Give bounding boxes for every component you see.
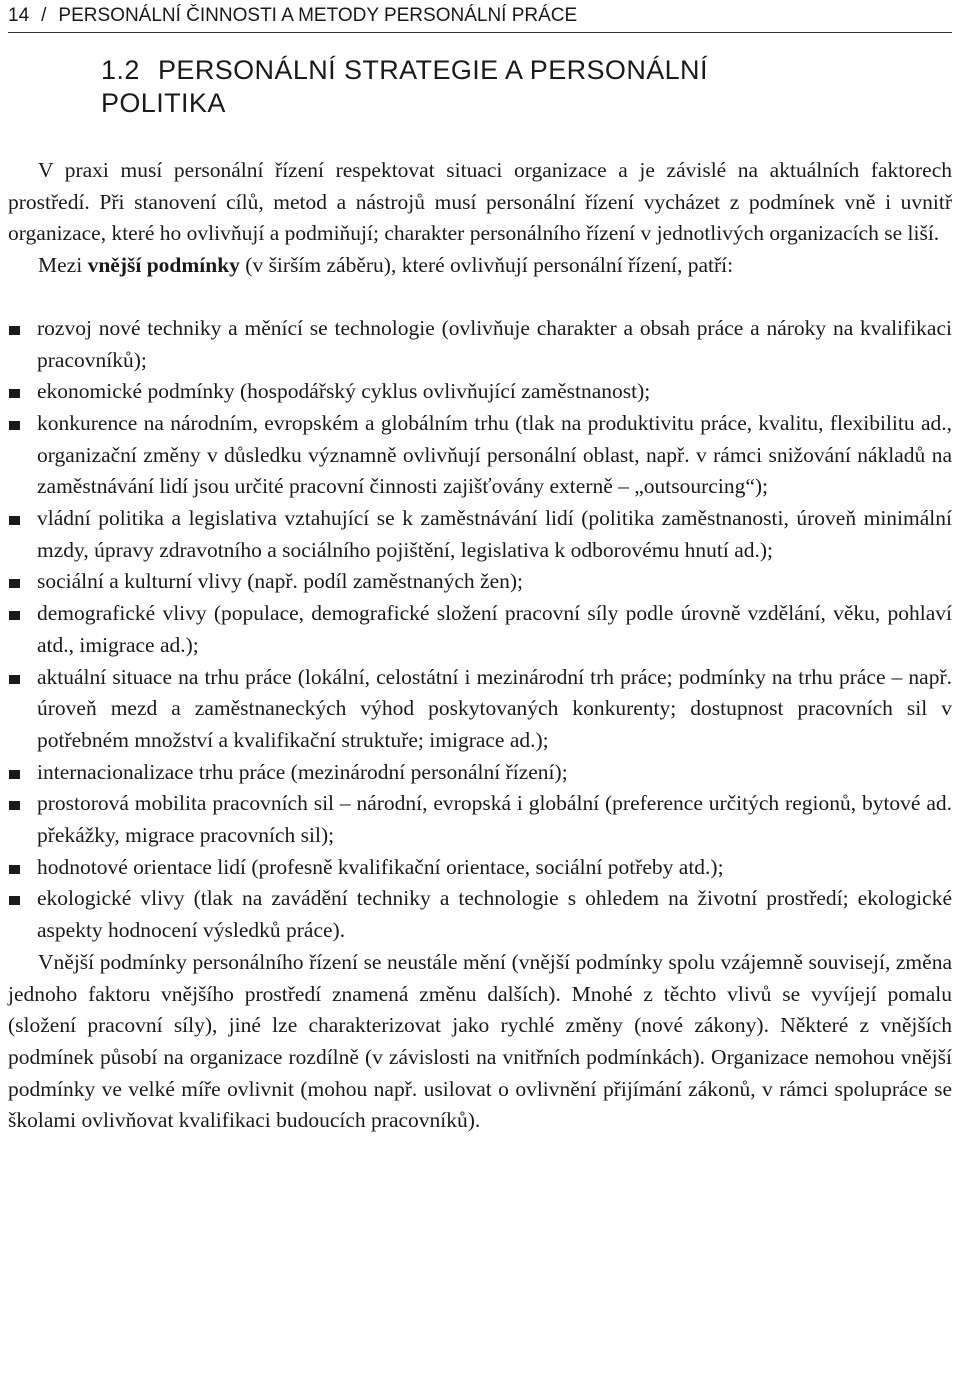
list-item-text: vládní politika a legislativa vztahující se k zaměstnávání lidí (politika zaměstnanosti, úroveň minimální mzdy, úpravy zdravotního a sociálního pojištění, legislativa k odborovému hnutí ad.); <box>37 506 952 562</box>
list-item <box>8 376 952 408</box>
external-conditions-term: vnější podmínky <box>87 253 240 278</box>
list-item <box>8 503 952 566</box>
square-bullet-icon <box>9 389 20 398</box>
square-bullet-icon <box>9 611 20 620</box>
square-bullet-icon <box>9 865 20 874</box>
external-conditions-paragraph <box>8 250 952 282</box>
list-item-text: hodnotové orientace lidí (profesně kvalifikační orientace, sociální potřeby atd.); <box>37 854 724 879</box>
list-item-text: aktuální situace na trhu práce (lokální, celostátní i mezinárodní trh práce; podmínky na trhu práce – např. úroveň mezd a zaměstnaneckých výhod poskytovaných konkurenty; dostupnost pracovních sil v potřebném množství a kvalifikační struktuře; imigrace ad.); <box>37 664 952 752</box>
list-item <box>8 408 952 503</box>
para2-before: Mezi <box>38 253 88 278</box>
intro-paragraph: V praxi musí personální řízení respektovat situaci organizace a je závislé na aktuálních faktorech prostředí. Při stanovení cílů, metod a nástrojů musí personální řízení vycházet z podmínek vně i uvnitř organizace, které ho ovlivňují a podmiňují; charakter personálního řízení v jednotlivých organizacích se liší. <box>8 158 952 246</box>
running-header <box>8 4 952 33</box>
square-bullet-icon <box>9 801 20 810</box>
square-bullet-icon <box>9 421 20 430</box>
list-item-text: prostorová mobilita pracovních sil – národní, evropská i globální (preference určitých regionů, bytové ad. překážky, migrace pracovních sil); <box>37 791 952 848</box>
list-item <box>8 662 952 757</box>
list-item-text: internacionalizace trhu práce (mezinárodní personální řízení); <box>37 759 568 784</box>
square-bullet-icon <box>9 896 20 905</box>
closing-paragraph: Vnější podmínky personálního řízení se neustále mění (vnější podmínky spolu vzájemně souvisejí, změna jednoho faktoru vnějšího prostředí znamená změnu dalších). Mnohé z těchto vlivů se vyvíjejí pomalu (složení pracovní síly), jiné lze charakterizovat jako rychlé změny (nové zákony). Některé z vnějších podmínek působí na organizace rozdílně (v závislosti na vnitřních podmínkách). Organizace nemohou vnější podmínky ve velké míře ovlivnit (mohou např. usilovat o ovlivnění přijímání zákonů, v rámci spolupráce se školami ovlivňovat kvalifikaci budoucích pracovníků). <box>8 949 952 1133</box>
square-bullet-icon <box>9 326 20 335</box>
list-item <box>8 598 952 661</box>
list-item <box>8 883 952 946</box>
section-heading <box>101 54 941 120</box>
list-item-text: rozvoj nové techniky a měnící se technologie (ovlivňuje charakter a obsah práce a nároky na kvalifikaci pracovníků); <box>37 315 952 372</box>
list-item-text: konkurence na národním, evropském a globálním trhu (tlak na produktivitu práce, kvalitu, flexibilitu ad., organizační změny v důsledku významně ovlivňují personální oblast, např. v rámci snižování nákladů na zaměstnávání lidí jsou určité pracovní činnosti zajišťovány externě – „outsourcing“); <box>37 410 952 499</box>
section-number: 1.2 <box>101 55 140 85</box>
square-bullet-icon <box>9 675 20 684</box>
section-title-line1: PERSONÁLNÍ STRATEGIE A PERSONÁLNÍ <box>158 55 708 85</box>
para2-after: (v širším záběru), které ovlivňují personální řízení, patří: <box>239 253 734 278</box>
body-text <box>8 155 952 1137</box>
list-item <box>8 757 952 789</box>
external-conditions-list <box>8 313 952 947</box>
header-separator: / <box>41 5 47 26</box>
list-item-text: demografické vlivy (populace, demografické složení pracovní síly podle úrovně vzdělání, věku, pohlaví atd., imigrace ad.); <box>37 601 952 657</box>
page-number: 14 <box>8 5 30 26</box>
square-bullet-icon <box>9 516 20 525</box>
running-title: PERSONÁLNÍ ČINNOSTI A METODY PERSONÁLNÍ PRÁCE <box>58 5 578 26</box>
list-item <box>8 313 952 376</box>
square-bullet-icon <box>9 770 20 779</box>
section-title-line2: POLITIKA <box>101 88 226 118</box>
list-item <box>8 852 952 884</box>
list-item <box>8 566 952 598</box>
square-bullet-icon <box>9 579 20 588</box>
list-item-text: ekonomické podmínky (hospodářský cyklus ovlivňující zaměstnanost); <box>37 379 651 404</box>
list-item-text: sociální a kulturní vlivy (např. podíl zaměstnaných žen); <box>37 569 523 594</box>
list-item-text: ekologické vlivy (tlak na zavádění techniky a technologie s ohledem na životní prostředí; ekologické aspekty hodnocení výsledků práce). <box>37 886 952 943</box>
list-item <box>8 788 952 851</box>
